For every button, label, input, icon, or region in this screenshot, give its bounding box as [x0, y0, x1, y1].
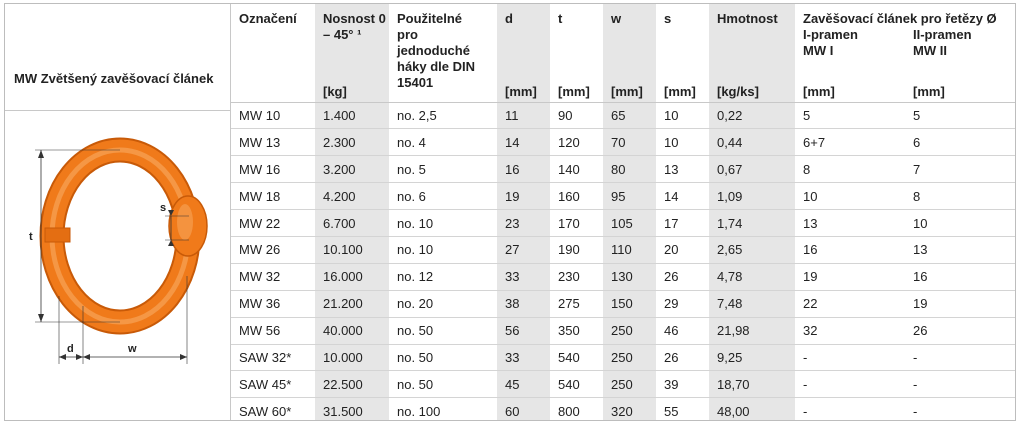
cell-designation: MW 32	[231, 263, 315, 290]
cell-t: 350	[550, 317, 603, 344]
cell-two-leg: 7	[905, 156, 1016, 183]
cell-load-capacity: 6.700	[315, 210, 389, 237]
table-row	[231, 102, 1016, 129]
left-seam	[45, 228, 70, 242]
cell-two-leg: 10	[905, 210, 1016, 237]
cell-d: 38	[497, 290, 550, 317]
master-link-diagram	[25, 136, 210, 376]
cell-w: 65	[603, 102, 656, 129]
cell-hook-size: no. 6	[389, 183, 497, 210]
cell-hook-size: no. 10	[389, 210, 497, 237]
cell-weight: 4,78	[709, 263, 795, 290]
cell-d: 14	[497, 129, 550, 156]
cell-load-capacity: 22.500	[315, 371, 389, 398]
cell-weight: 0,67	[709, 156, 795, 183]
header-w	[603, 4, 656, 102]
cell-t: 160	[550, 183, 603, 210]
cell-one-leg: 32	[795, 317, 905, 344]
cell-one-leg: 19	[795, 263, 905, 290]
table-row	[231, 129, 1016, 156]
cell-two-leg: 6	[905, 129, 1016, 156]
w-label: w	[128, 343, 137, 355]
product-column	[5, 4, 231, 420]
header-designation	[231, 4, 315, 102]
table-row	[231, 371, 1016, 398]
cell-load-capacity: 4.200	[315, 183, 389, 210]
cell-w: 320	[603, 398, 656, 421]
header-s-label: s	[664, 11, 672, 26]
cell-one-leg: 5	[795, 102, 905, 129]
cell-load-capacity: 10.100	[315, 236, 389, 263]
table-row	[231, 210, 1016, 237]
product-table-panel	[4, 3, 1016, 421]
cell-one-leg: 16	[795, 236, 905, 263]
cell-weight: 0,22	[709, 102, 795, 129]
cell-one-leg: -	[795, 344, 905, 371]
header-t	[550, 4, 603, 102]
header-weight	[709, 4, 795, 102]
cell-designation: MW 16	[231, 156, 315, 183]
cell-w: 110	[603, 236, 656, 263]
header-usable-hooks	[389, 4, 497, 102]
cell-d: 23	[497, 210, 550, 237]
header-two-leg-code: MW II	[913, 43, 947, 58]
header-one-leg-unit: [mm]	[803, 83, 835, 99]
cell-hook-size: no. 12	[389, 263, 497, 290]
cell-designation: MW 22	[231, 210, 315, 237]
cell-w: 105	[603, 210, 656, 237]
table-row	[231, 156, 1016, 183]
cell-t: 540	[550, 371, 603, 398]
table-row	[231, 290, 1016, 317]
table-row	[231, 236, 1016, 263]
w-arrow-right	[180, 354, 187, 360]
d-label: d	[67, 343, 74, 355]
t-label: t	[29, 231, 33, 243]
cell-hook-size: no. 50	[389, 371, 497, 398]
header-w-unit: [mm]	[611, 83, 643, 99]
cell-hook-size: no. 100	[397, 403, 441, 419]
cell-one-leg: 22	[795, 290, 905, 317]
cell-w: 80	[603, 156, 656, 183]
header-load-unit: [kg]	[323, 83, 347, 99]
cell-designation: SAW 60*	[239, 403, 292, 419]
cell-s: 39	[656, 371, 709, 398]
d-arrow-right	[76, 354, 83, 360]
cell-weight: 0,44	[709, 129, 795, 156]
header-weight-label: Hmotnost	[717, 11, 778, 26]
cell-load-capacity: 1.400	[315, 102, 389, 129]
cell-designation: MW 56	[231, 317, 315, 344]
header-t-label: t	[558, 11, 563, 26]
cell-designation: MW 18	[231, 183, 315, 210]
cell-w: 70	[603, 129, 656, 156]
header-chain-link-label: Zavěšovací článek pro řetězy Ø	[803, 11, 997, 26]
cell-load-capacity: 16.000	[315, 263, 389, 290]
table-row	[231, 344, 1016, 371]
table-row	[231, 317, 1016, 344]
cell-one-leg: 10	[795, 183, 905, 210]
specification-table	[231, 4, 1016, 421]
cell-d: 33	[497, 344, 550, 371]
cell-w: 130	[603, 263, 656, 290]
cell-two-leg: 8	[905, 183, 1016, 210]
cell-two-leg: 19	[905, 290, 1016, 317]
cell-s: 26	[656, 344, 709, 371]
header-two-leg	[905, 4, 1016, 102]
cell-weight: 48,00	[709, 398, 795, 421]
cell-one-leg: 6+7	[795, 129, 905, 156]
header-divider	[5, 110, 231, 111]
cell-hook-size: no. 10	[389, 236, 497, 263]
cell-t: 170	[550, 210, 603, 237]
t-arrow-bottom	[38, 314, 44, 322]
cell-s: 20	[656, 236, 709, 263]
cell-two-leg: 26	[905, 317, 1016, 344]
cell-s: 13	[656, 156, 709, 183]
header-d-label: d	[505, 11, 513, 26]
cell-d: 27	[497, 236, 550, 263]
cell-t: 120	[550, 129, 603, 156]
header-load-capacity-label: Nosnost 0 – 45° ¹	[323, 11, 386, 42]
cell-weight: 18,70	[709, 371, 795, 398]
cell-load-capacity: 3.200	[315, 156, 389, 183]
cell-two-leg: -	[905, 344, 1016, 371]
weld-highlight	[177, 204, 193, 240]
cell-two-leg: -	[913, 403, 918, 419]
w-arrow-left	[83, 354, 90, 360]
cell-load-capacity: 21.200	[315, 290, 389, 317]
cell-s: 55	[664, 403, 679, 419]
header-s	[656, 4, 709, 102]
s-label: s	[160, 202, 167, 214]
cell-t: 275	[550, 290, 603, 317]
cell-d: 56	[497, 317, 550, 344]
cell-t: 230	[550, 263, 603, 290]
header-row	[231, 4, 1016, 102]
header-two-leg-label: II-pramen	[913, 27, 972, 42]
cell-t: 540	[550, 344, 603, 371]
cell-hook-size: no. 4	[389, 129, 497, 156]
cell-s: 26	[656, 263, 709, 290]
cell-designation: SAW 32*	[231, 344, 315, 371]
cell-d: 11	[497, 102, 550, 129]
d-arrow-left	[59, 354, 66, 360]
cell-designation: SAW 45*	[231, 371, 315, 398]
cell-s: 17	[656, 210, 709, 237]
cell-w: 250	[603, 371, 656, 398]
cell-hook-size: no. 50	[389, 317, 497, 344]
cell-s: 29	[656, 290, 709, 317]
cell-w: 250	[603, 317, 656, 344]
header-w-label: w	[611, 11, 622, 26]
cell-weight: 7,48	[709, 290, 795, 317]
cell-d: 45	[497, 371, 550, 398]
table-row	[231, 183, 1016, 210]
cell-two-leg: 16	[905, 263, 1016, 290]
header-t-unit: [mm]	[558, 83, 590, 99]
cell-w: 250	[603, 344, 656, 371]
cell-d: 33	[497, 263, 550, 290]
cell-s: 14	[656, 183, 709, 210]
cell-load-capacity: 2.300	[315, 129, 389, 156]
table-row	[231, 398, 1016, 421]
cell-one-leg: -	[803, 403, 808, 419]
product-title: MW Zvětšený zavěšovací článek	[14, 71, 214, 86]
cell-s: 10	[656, 102, 709, 129]
cell-d: 16	[497, 156, 550, 183]
header-weight-unit: [kg/ks]	[717, 83, 759, 99]
table-body	[231, 102, 1016, 421]
table-row	[231, 263, 1016, 290]
cell-d: 60	[497, 398, 550, 421]
cell-hook-size: no. 20	[389, 290, 497, 317]
cell-hook-size: no. 5	[389, 156, 497, 183]
cell-w: 95	[603, 183, 656, 210]
cell-weight: 1,09	[709, 183, 795, 210]
header-load-capacity	[315, 4, 389, 102]
cell-two-leg: 5	[905, 102, 1016, 129]
cell-w: 150	[603, 290, 656, 317]
cell-t: 190	[550, 236, 603, 263]
cell-designation: MW 10	[231, 102, 315, 129]
cell-t: 800	[558, 403, 580, 419]
cell-s: 10	[656, 129, 709, 156]
header-designation-label: Označení	[239, 11, 297, 26]
cell-two-leg: 13	[905, 236, 1016, 263]
cell-t: 140	[550, 156, 603, 183]
t-arrow-top	[38, 150, 44, 158]
header-d	[497, 4, 550, 102]
cell-weight: 2,65	[709, 236, 795, 263]
cell-s: 46	[656, 317, 709, 344]
cell-weight: 9,25	[709, 344, 795, 371]
cell-hook-size: no. 50	[389, 344, 497, 371]
link-highlight	[52, 150, 188, 322]
cell-designation: MW 13	[231, 129, 315, 156]
cell-two-leg: -	[905, 371, 1016, 398]
cell-hook-size: no. 2,5	[389, 102, 497, 129]
header-one-leg-code: MW I	[803, 43, 834, 58]
cell-one-leg: -	[795, 371, 905, 398]
cell-one-leg: 13	[795, 210, 905, 237]
header-d-unit: [mm]	[505, 83, 537, 99]
cell-designation: MW 36	[231, 290, 315, 317]
cell-t: 90	[550, 102, 603, 129]
header-usable-hooks-label: Použitelné pro jednoduché háky dle DIN 15401	[397, 11, 476, 90]
header-two-leg-unit: [mm]	[913, 83, 945, 99]
cell-designation: MW 26	[231, 236, 315, 263]
cell-weight: 21,98	[709, 317, 795, 344]
cell-d: 19	[497, 183, 550, 210]
cell-one-leg: 8	[795, 156, 905, 183]
cell-load-capacity: 10.000	[315, 344, 389, 371]
header-s-unit: [mm]	[664, 83, 696, 99]
cell-weight: 1,74	[709, 210, 795, 237]
header-one-leg-label: I-pramen	[803, 27, 858, 42]
cell-load-capacity: 40.000	[315, 317, 389, 344]
cell-load-capacity: 31.500	[315, 398, 389, 421]
